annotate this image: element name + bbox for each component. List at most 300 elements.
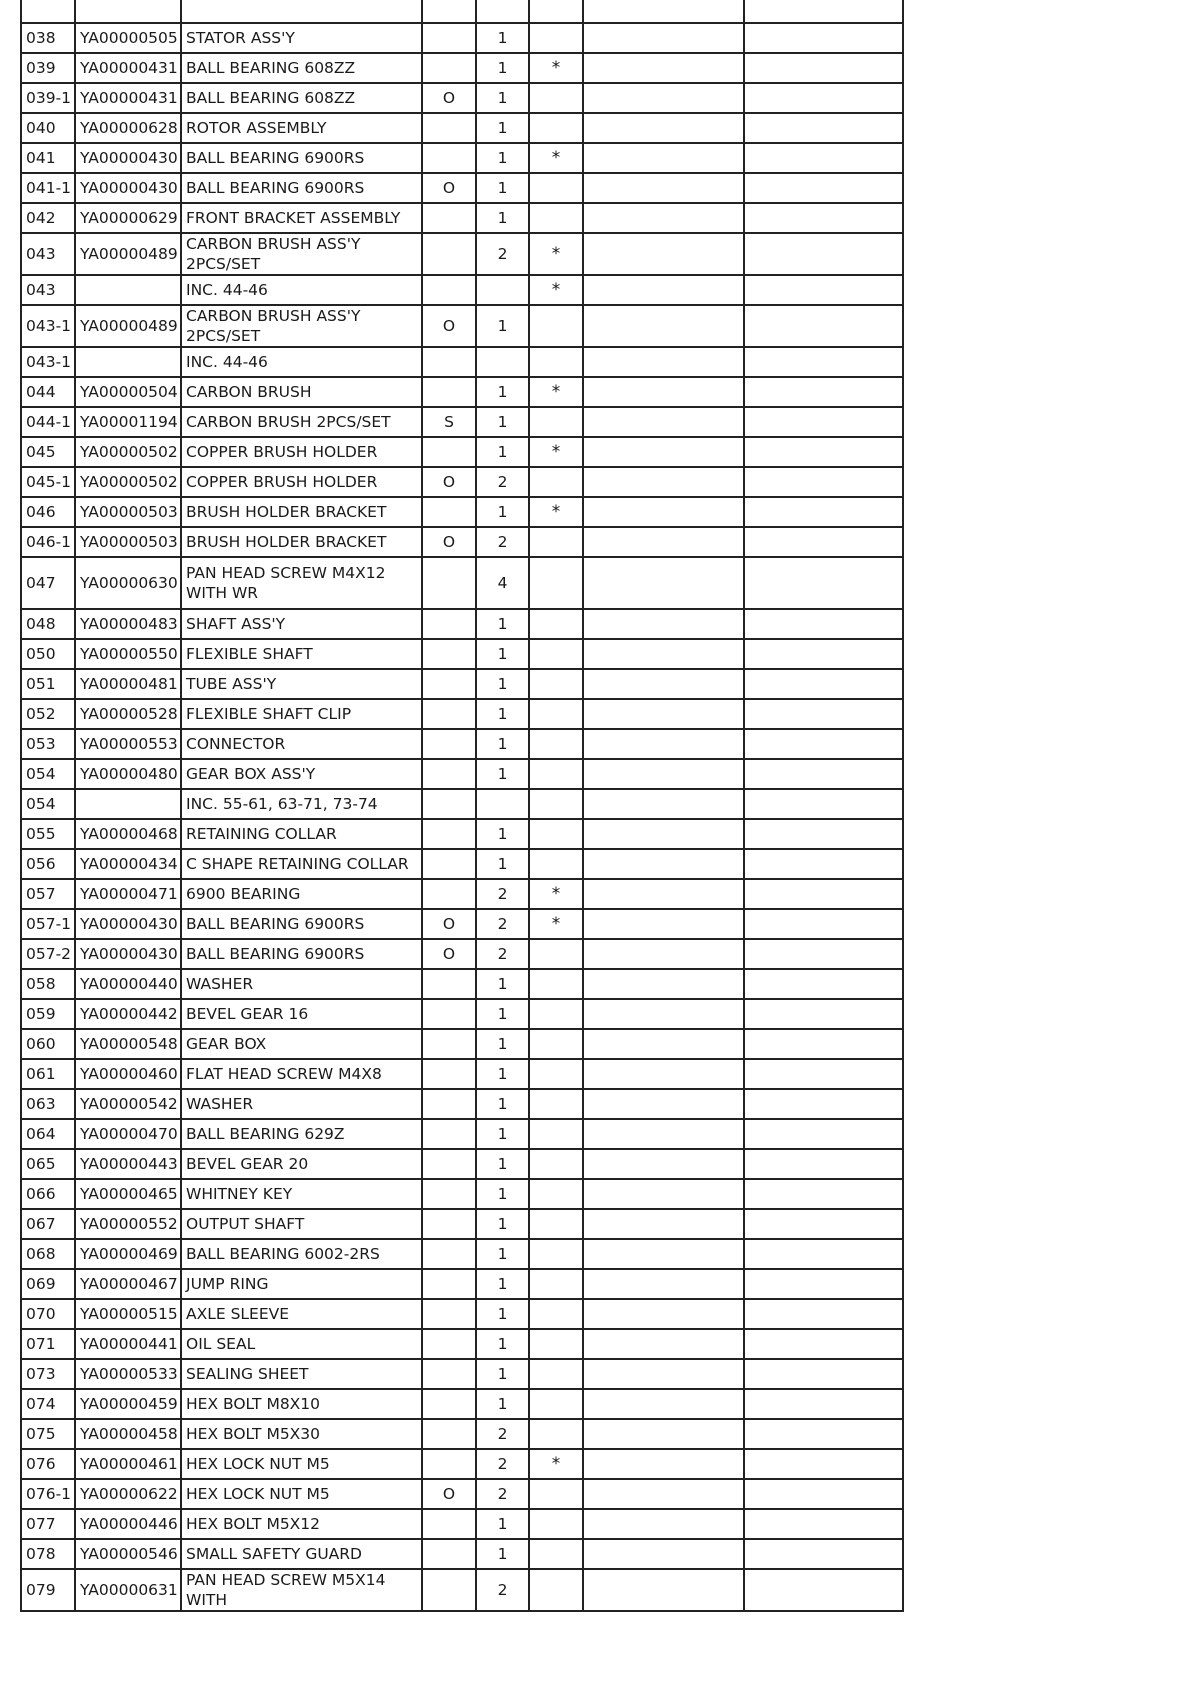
note-cell <box>744 669 903 699</box>
description-cell: TUBE ASS'Y <box>181 669 422 699</box>
blank-cell <box>903 849 977 879</box>
quantity-cell: 1 <box>476 759 529 789</box>
blank-cell <box>903 467 977 497</box>
description-cell: BRUSH HOLDER BRACKET <box>181 527 422 557</box>
star-cell: * <box>529 879 583 909</box>
quantity-cell: 2 <box>476 1419 529 1449</box>
table-row <box>21 669 977 699</box>
description-cell: COPPER BRUSH HOLDER <box>181 437 422 467</box>
quantity-cell: 1 <box>476 1329 529 1359</box>
description-cell: PAN HEAD SCREW M4X12 WITH WR <box>181 557 422 609</box>
star-cell <box>529 113 583 143</box>
star-cell <box>529 1179 583 1209</box>
note-cell <box>583 23 744 53</box>
star-cell <box>529 173 583 203</box>
table-row <box>21 1449 977 1479</box>
quantity-cell: 1 <box>476 1029 529 1059</box>
blank-cell <box>903 83 977 113</box>
mark-cell <box>422 1239 476 1269</box>
part-number-cell: YA00000461 <box>75 1449 181 1479</box>
note-cell <box>583 969 744 999</box>
item-number-cell: 043 <box>21 275 75 305</box>
part-number-cell: YA00000431 <box>75 83 181 113</box>
quantity-cell: 1 <box>476 1269 529 1299</box>
table-row <box>21 557 977 609</box>
table-row <box>21 939 977 969</box>
mark-cell <box>422 1089 476 1119</box>
blank-cell <box>903 1119 977 1149</box>
part-number-cell: YA00000548 <box>75 1029 181 1059</box>
table-row <box>21 1149 977 1179</box>
item-number-cell: 041 <box>21 143 75 173</box>
quantity-cell: 1 <box>476 203 529 233</box>
mark-cell <box>422 1389 476 1419</box>
quantity-cell: 1 <box>476 83 529 113</box>
note-cell <box>744 173 903 203</box>
part-number-cell: YA00000552 <box>75 1209 181 1239</box>
description-cell: HEX BOLT M8X10 <box>181 1389 422 1419</box>
description-cell: RETAINING COLLAR <box>181 819 422 849</box>
table-row <box>21 275 977 305</box>
table-row <box>21 1359 977 1389</box>
blank-cell <box>903 939 977 969</box>
description-cell: HEX BOLT M5X12 <box>181 1509 422 1539</box>
quantity-cell: 2 <box>476 939 529 969</box>
note-cell <box>583 467 744 497</box>
note-cell <box>744 609 903 639</box>
star-cell <box>529 609 583 639</box>
note-cell <box>744 113 903 143</box>
part-number-cell: YA00000469 <box>75 1239 181 1269</box>
item-number-cell: 056 <box>21 849 75 879</box>
table-row <box>21 467 977 497</box>
star-cell <box>529 305 583 347</box>
quantity-cell: 1 <box>476 1509 529 1539</box>
blank-cell <box>903 1239 977 1269</box>
mark-cell: O <box>422 305 476 347</box>
item-number-cell: 065 <box>21 1149 75 1179</box>
note-cell <box>744 1509 903 1539</box>
star-cell <box>529 1239 583 1269</box>
description-cell: GEAR BOX <box>181 1029 422 1059</box>
star-cell <box>529 819 583 849</box>
item-number-cell: 070 <box>21 1299 75 1329</box>
part-number-cell: YA00000550 <box>75 639 181 669</box>
table-row <box>21 759 977 789</box>
note-cell <box>583 233 744 275</box>
quantity-cell: 1 <box>476 669 529 699</box>
mark-cell <box>422 669 476 699</box>
part-number-cell: YA00000443 <box>75 1149 181 1179</box>
note-cell <box>583 407 744 437</box>
description-cell: CARBON BRUSH <box>181 377 422 407</box>
part-number-cell: YA00000481 <box>75 669 181 699</box>
item-number-cell: 053 <box>21 729 75 759</box>
item-number-cell: 068 <box>21 1239 75 1269</box>
mark-cell <box>422 1449 476 1479</box>
item-number-cell: 057 <box>21 879 75 909</box>
part-number-cell: YA00000434 <box>75 849 181 879</box>
table-row <box>21 1089 977 1119</box>
mark-cell: S <box>422 407 476 437</box>
mark-cell <box>422 789 476 819</box>
note-cell <box>744 437 903 467</box>
description-cell: BALL BEARING 608ZZ <box>181 53 422 83</box>
quantity-cell: 1 <box>476 1149 529 1179</box>
star-cell <box>529 347 583 377</box>
table-row <box>21 699 977 729</box>
table-row <box>21 1539 977 1569</box>
note-cell <box>583 557 744 609</box>
item-number-cell: 077 <box>21 1509 75 1539</box>
quantity-cell: 2 <box>476 1569 529 1611</box>
note-cell <box>583 729 744 759</box>
table-row <box>21 437 977 467</box>
star-cell <box>529 467 583 497</box>
note-cell <box>583 1269 744 1299</box>
part-number-cell: YA00000553 <box>75 729 181 759</box>
note-cell <box>583 1419 744 1449</box>
quantity-cell: 1 <box>476 1359 529 1389</box>
part-number-cell: YA00000515 <box>75 1299 181 1329</box>
note-cell <box>583 669 744 699</box>
part-number-cell: YA00000629 <box>75 203 181 233</box>
star-cell <box>529 1299 583 1329</box>
quantity-cell: 1 <box>476 609 529 639</box>
note-cell <box>583 377 744 407</box>
star-cell <box>529 1509 583 1539</box>
star-cell <box>529 557 583 609</box>
description-cell: COPPER BRUSH HOLDER <box>181 467 422 497</box>
part-number-cell: YA00000471 <box>75 879 181 909</box>
quantity-cell: 1 <box>476 1119 529 1149</box>
mark-cell: O <box>422 467 476 497</box>
blank-cell <box>903 909 977 939</box>
mark-cell <box>422 849 476 879</box>
part-number-cell: YA00000465 <box>75 1179 181 1209</box>
note-cell <box>744 699 903 729</box>
mark-cell <box>422 1269 476 1299</box>
mark-cell <box>422 1149 476 1179</box>
note-cell <box>744 233 903 275</box>
quantity-cell: 1 <box>476 1059 529 1089</box>
mark-cell: O <box>422 527 476 557</box>
note-cell <box>583 699 744 729</box>
note-cell <box>744 407 903 437</box>
quantity-cell: 1 <box>476 1239 529 1269</box>
description-cell: BALL BEARING 6900RS <box>181 939 422 969</box>
part-number-cell <box>75 347 181 377</box>
quantity-cell: 2 <box>476 233 529 275</box>
table-row <box>21 849 977 879</box>
blank-cell <box>903 203 977 233</box>
blank-cell <box>903 527 977 557</box>
item-number-cell: 076 <box>21 1449 75 1479</box>
star-cell <box>529 23 583 53</box>
quantity-cell: 1 <box>476 23 529 53</box>
blank-cell <box>903 729 977 759</box>
part-number-cell: YA00000430 <box>75 173 181 203</box>
note-cell <box>744 969 903 999</box>
blank-cell <box>903 347 977 377</box>
table-row <box>21 1119 977 1149</box>
star-cell <box>529 849 583 879</box>
item-number-cell: 039-1 <box>21 83 75 113</box>
note-cell <box>744 759 903 789</box>
description-cell: BALL BEARING 6002-2RS <box>181 1239 422 1269</box>
note-cell <box>744 275 903 305</box>
star-cell <box>529 1539 583 1569</box>
mark-cell <box>422 347 476 377</box>
note-cell <box>583 1209 744 1239</box>
table-row <box>21 609 977 639</box>
note-cell <box>583 1539 744 1569</box>
quantity-cell <box>476 347 529 377</box>
table-row <box>21 1269 977 1299</box>
star-cell <box>529 1359 583 1389</box>
note-cell <box>583 759 744 789</box>
note-cell <box>744 23 903 53</box>
description-cell: SMALL SAFETY GUARD <box>181 1539 422 1569</box>
mark-cell <box>422 759 476 789</box>
part-number-cell <box>75 275 181 305</box>
description-cell: C SHAPE RETAINING COLLAR <box>181 849 422 879</box>
description-cell: BEVEL GEAR 16 <box>181 999 422 1029</box>
table-row <box>21 1389 977 1419</box>
note-cell <box>583 1449 744 1479</box>
note-cell <box>583 609 744 639</box>
quantity-cell: 1 <box>476 1299 529 1329</box>
mark-cell <box>422 1569 476 1611</box>
note-cell <box>744 1539 903 1569</box>
star-cell: * <box>529 1449 583 1479</box>
part-number-cell: YA00000503 <box>75 497 181 527</box>
blank-cell <box>903 1029 977 1059</box>
quantity-cell: 1 <box>476 639 529 669</box>
table-row <box>21 1479 977 1509</box>
table-row <box>21 789 977 819</box>
note-cell <box>744 1569 903 1611</box>
quantity-cell: 1 <box>476 173 529 203</box>
star-cell <box>529 1119 583 1149</box>
blank-cell <box>903 1089 977 1119</box>
part-number-cell: YA00000489 <box>75 305 181 347</box>
mark-cell <box>422 203 476 233</box>
blank-cell <box>903 53 977 83</box>
mark-cell <box>422 969 476 999</box>
quantity-cell <box>476 275 529 305</box>
quantity-cell: 1 <box>476 53 529 83</box>
description-cell: SEALING SHEET <box>181 1359 422 1389</box>
description-cell: CONNECTOR <box>181 729 422 759</box>
item-number-cell: 047 <box>21 557 75 609</box>
description-cell: SHAFT ASS'Y <box>181 609 422 639</box>
description-cell: HEX BOLT M5X30 <box>181 1419 422 1449</box>
note-cell <box>583 879 744 909</box>
star-cell <box>529 1209 583 1239</box>
blank-cell <box>903 969 977 999</box>
note-cell <box>744 1389 903 1419</box>
mark-cell <box>422 1539 476 1569</box>
item-number-cell: 043-1 <box>21 347 75 377</box>
blank-cell <box>903 1569 977 1611</box>
note-cell <box>583 1059 744 1089</box>
note-cell <box>583 1239 744 1269</box>
table-row <box>21 909 977 939</box>
blank-cell <box>903 1449 977 1479</box>
mark-cell <box>422 1209 476 1239</box>
item-number-cell: 058 <box>21 969 75 999</box>
blank-cell <box>903 437 977 467</box>
table-row <box>21 639 977 669</box>
table-row <box>21 203 977 233</box>
quantity-cell: 1 <box>476 497 529 527</box>
note-cell <box>583 83 744 113</box>
blank-cell <box>903 407 977 437</box>
blank-cell <box>903 1509 977 1539</box>
note-cell <box>583 909 744 939</box>
star-cell <box>529 527 583 557</box>
quantity-cell: 1 <box>476 969 529 999</box>
description-cell: BALL BEARING 629Z <box>181 1119 422 1149</box>
part-number-cell: YA00000502 <box>75 467 181 497</box>
table-row <box>21 999 977 1029</box>
item-number-cell: 066 <box>21 1179 75 1209</box>
note-cell <box>744 999 903 1029</box>
note-cell <box>744 1419 903 1449</box>
quantity-cell: 1 <box>476 1089 529 1119</box>
table-row <box>21 407 977 437</box>
note-cell <box>744 1239 903 1269</box>
description-cell: OIL SEAL <box>181 1329 422 1359</box>
parts-table-body <box>21 23 977 1611</box>
table-row <box>21 1239 977 1269</box>
part-number-cell: YA00000533 <box>75 1359 181 1389</box>
part-number-cell: YA00000528 <box>75 699 181 729</box>
quantity-cell: 1 <box>476 849 529 879</box>
star-cell: * <box>529 143 583 173</box>
note-cell <box>583 527 744 557</box>
part-number-cell: YA00000470 <box>75 1119 181 1149</box>
part-number-cell: YA00000622 <box>75 1479 181 1509</box>
quantity-cell: 2 <box>476 879 529 909</box>
part-number-cell: YA00000467 <box>75 1269 181 1299</box>
note-cell <box>744 83 903 113</box>
item-number-cell: 040 <box>21 113 75 143</box>
note-cell <box>744 1179 903 1209</box>
item-number-cell: 057-1 <box>21 909 75 939</box>
blank-cell <box>903 1329 977 1359</box>
table-row <box>21 969 977 999</box>
table-row <box>21 143 977 173</box>
blank-cell <box>903 1299 977 1329</box>
star-cell <box>529 1569 583 1611</box>
mark-cell <box>422 233 476 275</box>
blank-cell <box>903 639 977 669</box>
note-cell <box>583 1119 744 1149</box>
blank-cell <box>903 497 977 527</box>
note-cell <box>583 1299 744 1329</box>
blank-cell <box>903 1359 977 1389</box>
quantity-cell: 2 <box>476 527 529 557</box>
table-row <box>21 83 977 113</box>
blank-cell <box>903 1149 977 1179</box>
star-cell: * <box>529 233 583 275</box>
mark-cell <box>422 729 476 759</box>
description-cell: BEVEL GEAR 20 <box>181 1149 422 1179</box>
description-cell: ROTOR ASSEMBLY <box>181 113 422 143</box>
blank-cell <box>903 1209 977 1239</box>
part-number-cell: YA00000630 <box>75 557 181 609</box>
mark-cell: O <box>422 173 476 203</box>
quantity-cell: 1 <box>476 1179 529 1209</box>
mark-cell <box>422 639 476 669</box>
star-cell <box>529 789 583 819</box>
star-cell <box>529 999 583 1029</box>
note-cell <box>583 789 744 819</box>
table-row <box>21 729 977 759</box>
quantity-cell: 2 <box>476 467 529 497</box>
blank-cell <box>903 609 977 639</box>
item-number-cell: 051 <box>21 669 75 699</box>
star-cell <box>529 1419 583 1449</box>
table-row <box>21 1509 977 1539</box>
note-cell <box>744 849 903 879</box>
quantity-cell: 1 <box>476 437 529 467</box>
star-cell <box>529 1089 583 1119</box>
blank-cell <box>903 275 977 305</box>
note-cell <box>583 1329 744 1359</box>
description-cell: 6900 BEARING <box>181 879 422 909</box>
description-cell: JUMP RING <box>181 1269 422 1299</box>
item-number-cell: 061 <box>21 1059 75 1089</box>
parts-list-sheet <box>20 22 976 1612</box>
table-row <box>21 527 977 557</box>
note-cell <box>744 879 903 909</box>
quantity-cell: 1 <box>476 729 529 759</box>
item-number-cell: 078 <box>21 1539 75 1569</box>
table-row <box>21 305 977 347</box>
mark-cell <box>422 1359 476 1389</box>
item-number-cell: 045-1 <box>21 467 75 497</box>
item-number-cell: 048 <box>21 609 75 639</box>
mark-cell: O <box>422 83 476 113</box>
part-number-cell: YA00000502 <box>75 437 181 467</box>
quantity-cell: 1 <box>476 113 529 143</box>
note-cell <box>744 1299 903 1329</box>
star-cell <box>529 1479 583 1509</box>
description-cell: HEX LOCK NUT M5 <box>181 1479 422 1509</box>
description-cell: FRONT BRACKET ASSEMBLY <box>181 203 422 233</box>
note-cell <box>744 819 903 849</box>
description-cell: WASHER <box>181 969 422 999</box>
blank-cell <box>903 23 977 53</box>
part-number-cell: YA00000505 <box>75 23 181 53</box>
part-number-cell: YA00001194 <box>75 407 181 437</box>
mark-cell <box>422 497 476 527</box>
note-cell <box>744 347 903 377</box>
table-row <box>21 1179 977 1209</box>
star-cell <box>529 1389 583 1419</box>
item-number-cell: 057-2 <box>21 939 75 969</box>
table-row <box>21 113 977 143</box>
item-number-cell: 043-1 <box>21 305 75 347</box>
mark-cell <box>422 275 476 305</box>
description-cell: INC. 55-61, 63-71, 73-74 <box>181 789 422 819</box>
part-number-cell: YA00000483 <box>75 609 181 639</box>
quantity-cell: 1 <box>476 1209 529 1239</box>
blank-cell <box>903 1389 977 1419</box>
